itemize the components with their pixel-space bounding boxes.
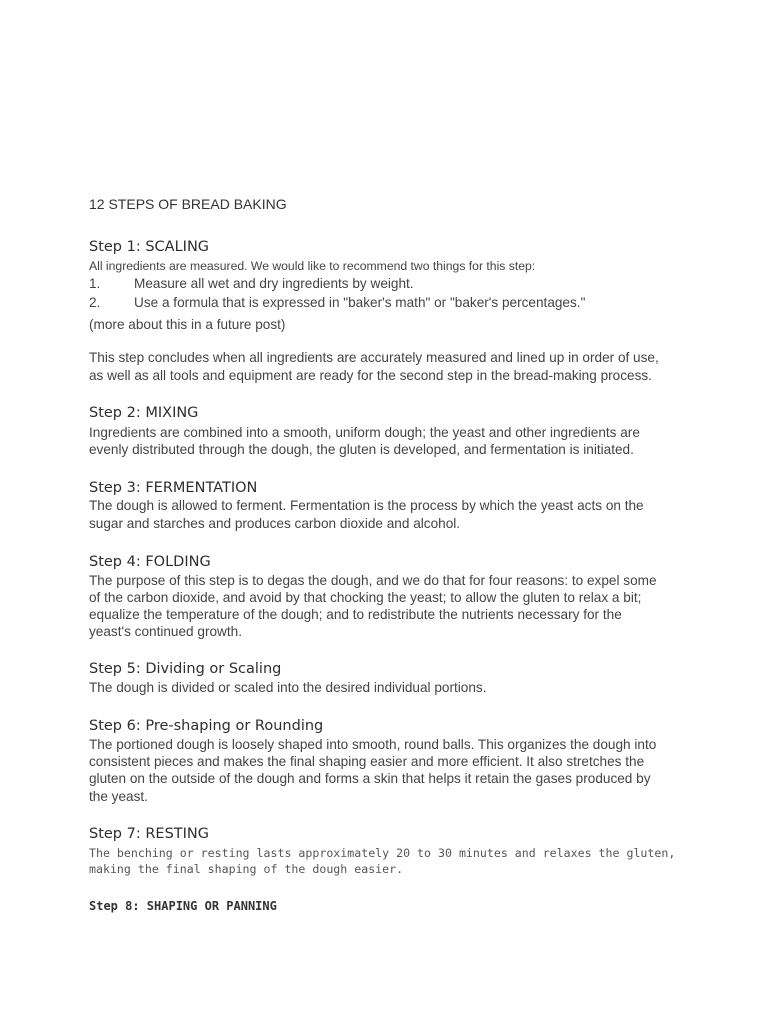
step-6-text-line: gluten on the outside of the dough and forms a skin that helps it retain the gases produced by <box>89 771 651 786</box>
list-number: 1. <box>89 276 101 291</box>
step-5-text-line: The dough is divided or scaled into the desired individual portions. <box>89 680 487 695</box>
step-1-text-line: This step concludes when all ingredients are accurately measured and lined up in order of use, <box>89 350 659 365</box>
list-item: Use a formula that is expressed in "baker's math" or "baker's percentages." <box>134 295 586 310</box>
step-2-heading: Step 2: MIXING <box>89 405 199 421</box>
step-5-heading: Step 5: Dividing or Scaling <box>89 661 282 677</box>
step-2-text-line: Ingredients are combined into a smooth, uniform dough; the yeast and other ingredients are <box>89 425 640 440</box>
step-7-text-line: The benching or resting lasts approximately 20 to 30 minutes and relaxes the gluten, <box>89 846 676 860</box>
step-1-note: (more about this in a future post) <box>89 317 286 332</box>
step-4-text-line: yeast's continued growth. <box>89 624 242 639</box>
step-1-heading: Step 1: SCALING <box>89 239 210 255</box>
step-6-heading: Step 6: Pre-shaping or Rounding <box>89 718 324 734</box>
step-4-text-line: equalize the temperature of the dough; and to redistribute the nutrients necessary for the <box>89 607 622 622</box>
step-8-heading: Step 8: SHAPING OR PANNING <box>89 899 277 913</box>
list-item: Measure all wet and dry ingredients by weight. <box>134 276 414 291</box>
step-1-text-line: as well as all tools and equipment are ready for the second step in the bread-making process. <box>89 368 652 383</box>
step-4-text-line: The purpose of this step is to degas the dough, and we do that for four reasons: to expel some <box>89 573 657 588</box>
step-2-text-line: evenly distributed through the dough, the gluten is developed, and fermentation is initiated. <box>89 442 634 457</box>
document-title: 12 STEPS OF BREAD BAKING <box>89 196 287 212</box>
step-6-text-line: The portioned dough is loosely shaped into smooth, round balls. This organizes the dough into <box>89 737 657 752</box>
step-3-heading: Step 3: FERMENTATION <box>89 480 258 496</box>
step-1-intro: All ingredients are measured. We would like to recommend two things for this step: <box>89 259 536 273</box>
list-number: 2. <box>89 295 101 310</box>
step-7-text-line: making the final shaping of the dough easier. <box>89 862 404 876</box>
step-4-text-line: of the carbon dioxide, and avoid by that chocking the yeast; to allow the gluten to relax a bit; <box>89 590 642 605</box>
step-3-text-line: The dough is allowed to ferment. Fermentation is the process by which the yeast acts on the <box>89 498 644 513</box>
step-6-text-line: consistent pieces and makes the final shaping easier and more efficient. It also stretches the <box>89 754 645 769</box>
step-3-text-line: sugar and starches and produces carbon dioxide and alcohol. <box>89 516 461 531</box>
step-4-heading: Step 4: FOLDING <box>89 554 211 570</box>
step-6-text-line: the yeast. <box>89 789 148 804</box>
step-7-heading: Step 7: RESTING <box>89 826 210 842</box>
